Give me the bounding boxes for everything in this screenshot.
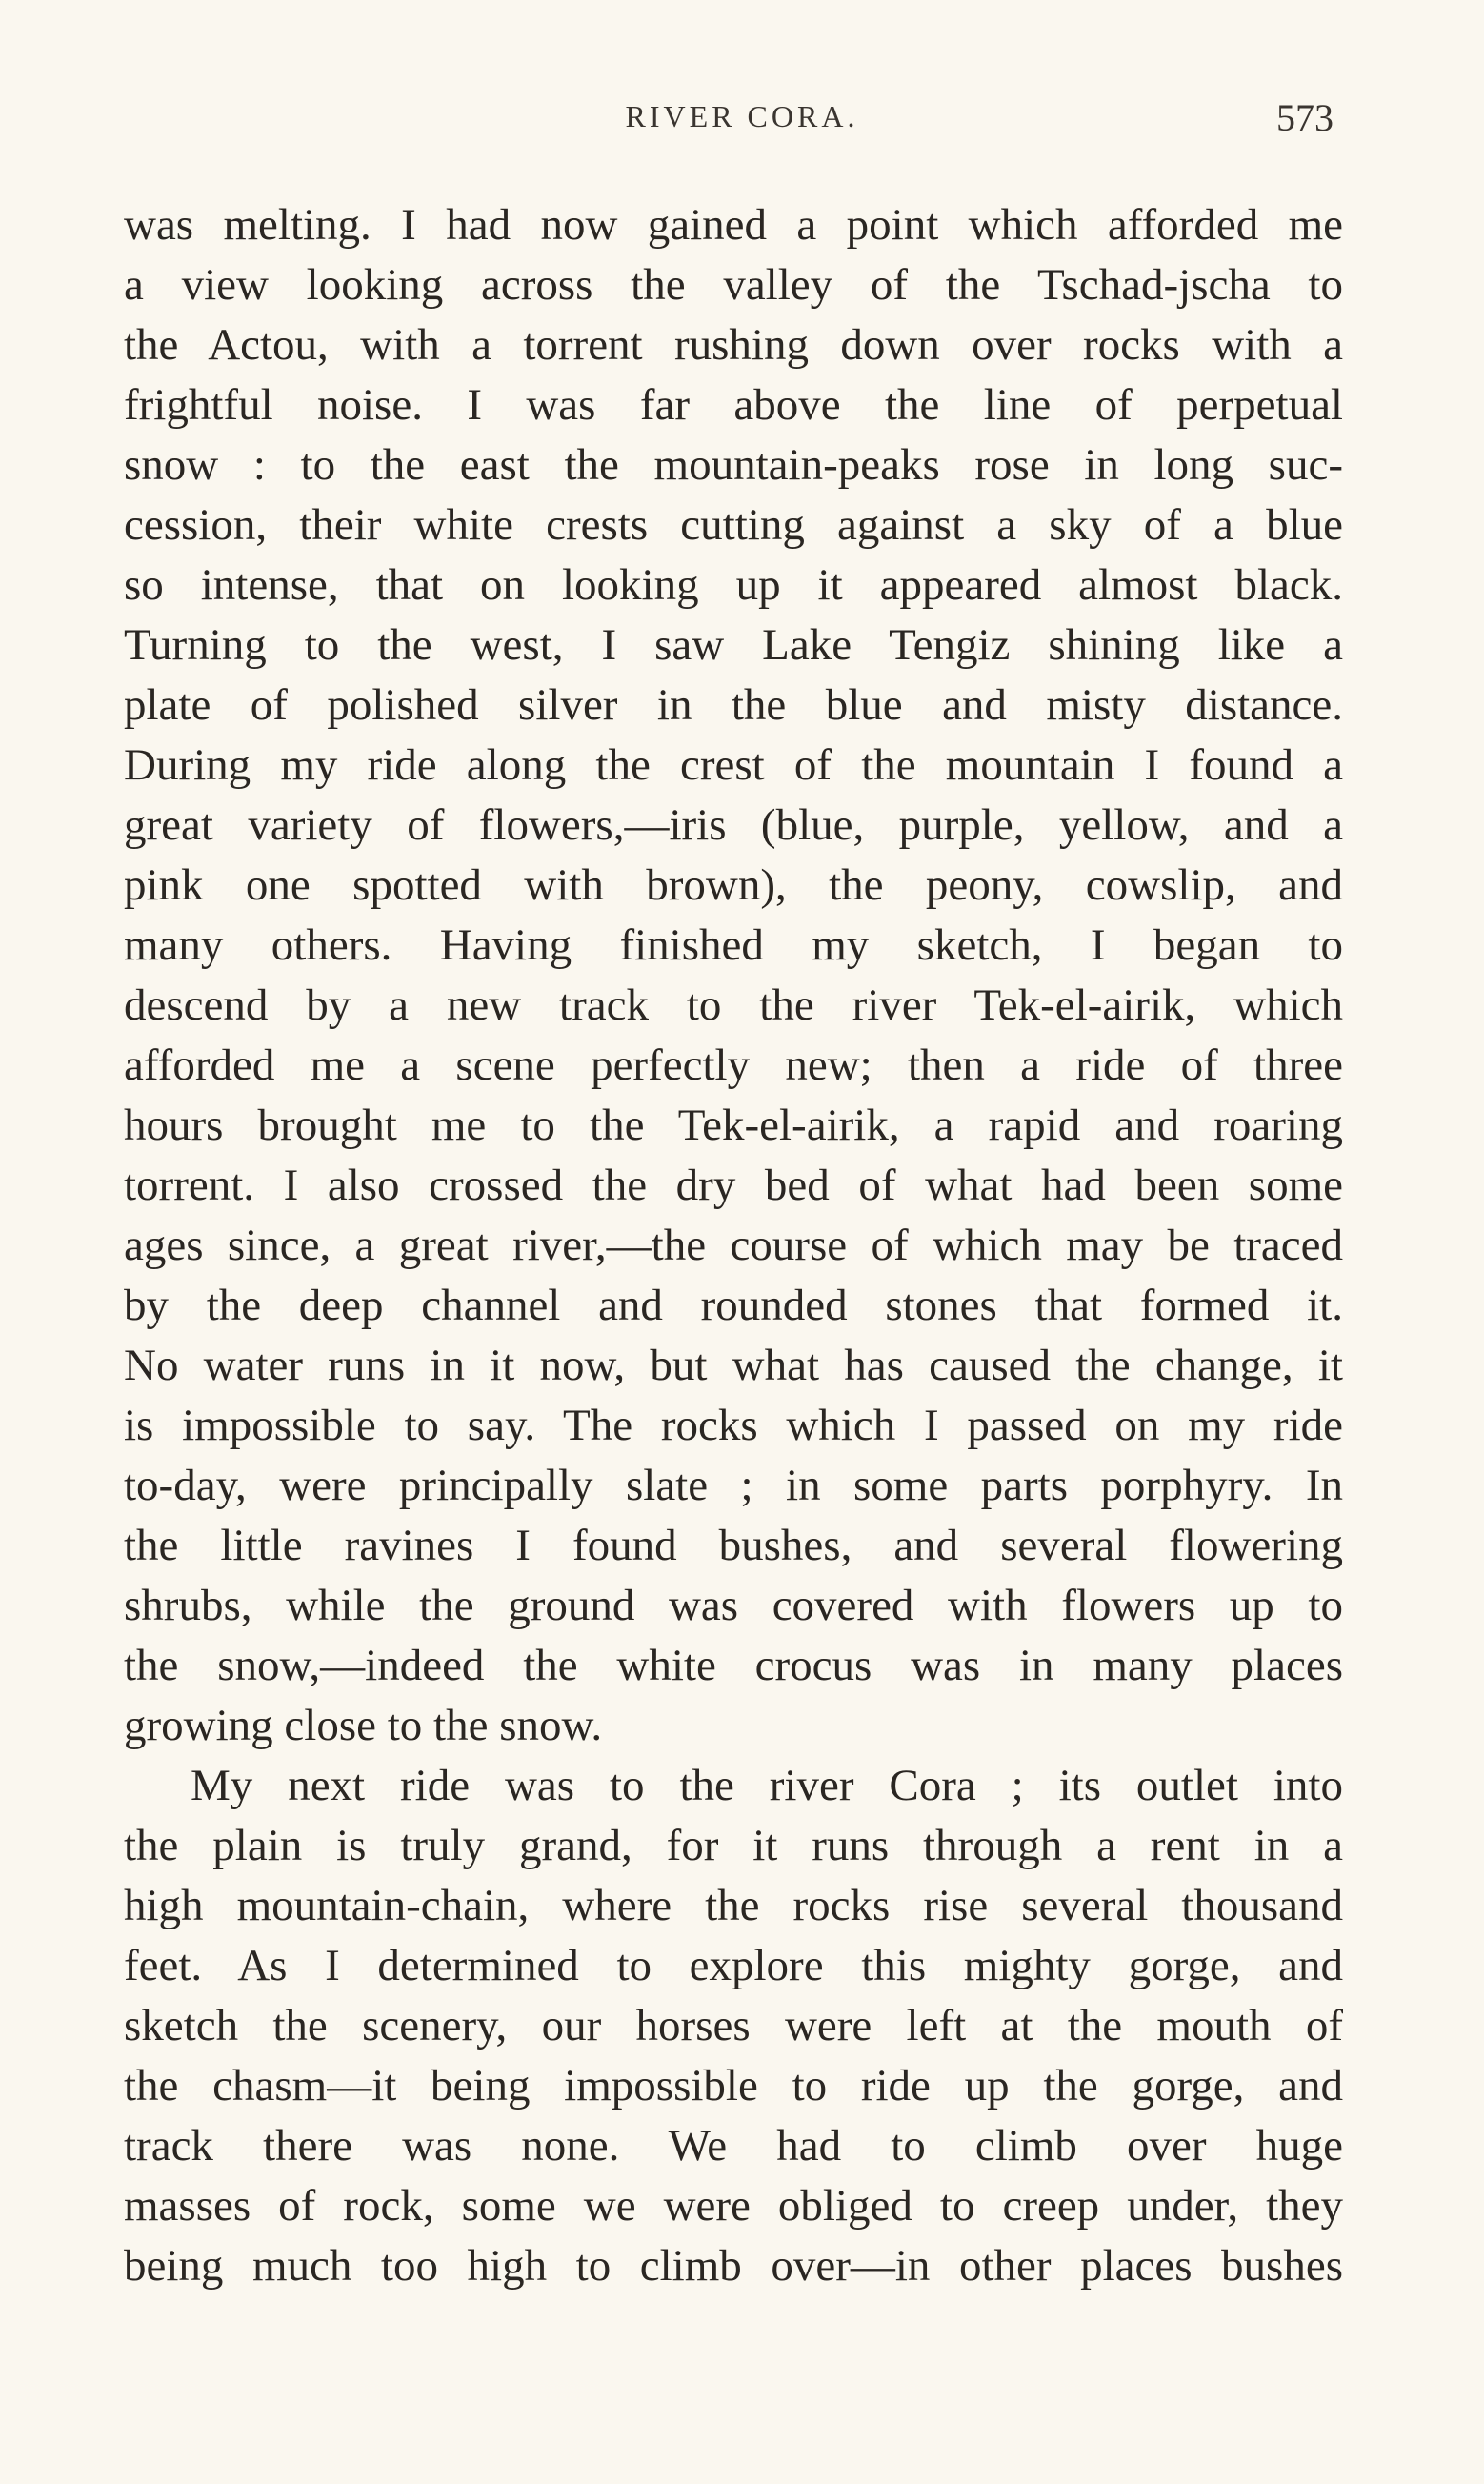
- text-line: the little ravines I found bushes, and several flowering: [124, 1521, 1343, 1570]
- text-line: frightful noise. I was far above the line of perpetual: [124, 380, 1343, 430]
- text-line: the snow,—indeed the white crocus was in many places: [124, 1641, 1343, 1690]
- text-line: was melting. I had now gained a point which afforded me: [124, 200, 1343, 250]
- text-line: pink one spotted with brown), the peony, cowslip, and: [124, 860, 1343, 910]
- text-line: descend by a new track to the river Tek-el-airik, which: [124, 980, 1343, 1030]
- running-title: RIVER CORA.: [625, 99, 859, 133]
- text-line: Turning to the west, I saw Lake Tengiz shining like a: [124, 620, 1343, 670]
- text-line: plate of polished silver in the blue and misty distance.: [124, 680, 1343, 730]
- text-line: track there was none. We had to climb over huge: [124, 2121, 1343, 2171]
- body-text: [124, 195, 1343, 2296]
- text-line: to-day, were principally slate ; in some parts porphyry. In: [124, 1461, 1343, 1510]
- text-line: a view looking across the valley of the Tschad-jscha to: [124, 260, 1343, 310]
- page-number: 573: [1276, 96, 1334, 139]
- text-line: torrent. I also crossed the dry bed of what had been some: [124, 1161, 1343, 1210]
- text-line: great variety of flowers,—iris (blue, purple, yellow, and a: [124, 800, 1343, 850]
- text-line: by the deep channel and rounded stones that formed it.: [124, 1281, 1343, 1330]
- text-line: the Actou, with a torrent rushing down over rocks with a: [124, 320, 1343, 370]
- text-line: cession, their white crests cutting against a sky of a blue: [124, 500, 1343, 550]
- text-line: the plain is truly grand, for it runs through a rent in a: [124, 1821, 1343, 1870]
- text-line: feet. As I determined to explore this mighty gorge, and: [124, 1941, 1343, 1990]
- text-line: My next ride was to the river Cora ; its outlet into: [191, 1761, 1343, 1810]
- text-line: shrubs, while the ground was covered with flowers up to: [124, 1581, 1343, 1630]
- text-line: afforded me a scene perfectly new; then a ride of three: [124, 1040, 1343, 1090]
- text-line: hours brought me to the Tek-el-airik, a rapid and roaring: [124, 1101, 1343, 1150]
- text-line: sketch the scenery, our horses were left at the mouth of: [124, 2001, 1343, 2050]
- text-line: being much too high to climb over—in other places bushes: [124, 2241, 1343, 2291]
- text-line: masses of rock, some we were obliged to creep under, they: [124, 2181, 1343, 2231]
- text-line: No water runs in it now, but what has caused the change, it: [124, 1341, 1343, 1390]
- text-line: the chasm—it being impossible to ride up the gorge, and: [124, 2061, 1343, 2110]
- text-line: high mountain-chain, where the rocks rise several thousand: [124, 1881, 1343, 1930]
- text-line: ages since, a great river,—the course of which may be traced: [124, 1221, 1343, 1270]
- running-head: [0, 95, 1484, 143]
- text-line: many others. Having finished my sketch, I began to: [124, 920, 1343, 970]
- text-line: During my ride along the crest of the mountain I found a: [124, 740, 1343, 790]
- text-line: is impossible to say. The rocks which I passed on my ride: [124, 1401, 1343, 1450]
- text-line: growing close to the snow.: [124, 1701, 603, 1750]
- text-line: snow : to the east the mountain-peaks rose in long suc-: [124, 440, 1343, 490]
- text-line: so intense, that on looking up it appeared almost black.: [124, 560, 1343, 610]
